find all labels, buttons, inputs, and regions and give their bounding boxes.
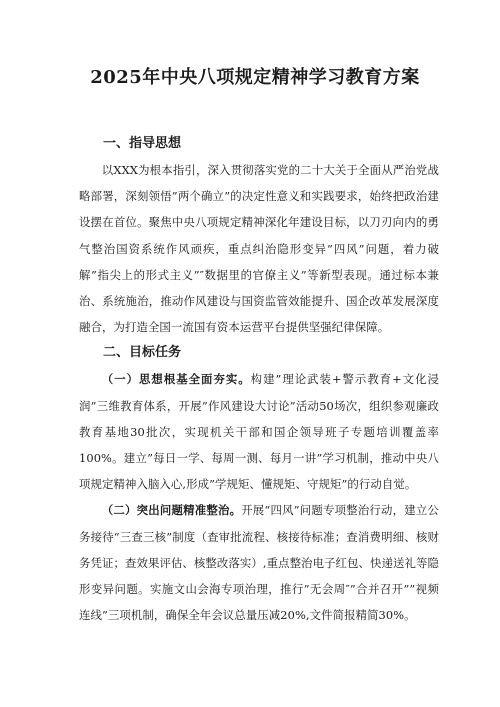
paragraph-text: 构建”理论武装+警示教育+文化浸润”三维教育体系，开展”作风建设大讨论”活动50场次，组织参观廉政教育基地30批次，实现机关干部和国企领导班子专题培训覆盖率100%。建立”每日一学、每周一测、每月一讲”学习机制，推动中央八项规定精神入脑入心,形成”学规矩、懂规矩、守规矩”的行动自觉。: [79, 372, 439, 492]
document-title: 2025年中央八项规定精神学习教育方案: [90, 67, 420, 88]
paragraph-ideological-foundation: [79, 366, 439, 497]
paragraph-text: 开展“四风”问题专项整治行动，建立公务接待“三查三核”制度（查审批流程、核接待标准；查消费明细、核财务凭证；查效果评估、核整改落实）,重点整治电子红包、快递送礼等隐形变异问题。实施文山会海专项治理，推行”无会周″”合并召开””视频连线”三项机制，确保全年会议总量压减20%,文件简报精简30%。: [79, 503, 440, 623]
section-heading-goals-tasks: 二、目标任务: [103, 345, 182, 361]
paragraph-lead: （二）突出问题精准整治。: [101, 503, 242, 518]
paragraph-lead: （一）思想根基全面夯实。: [101, 372, 251, 387]
paragraph-guiding-ideology: [79, 157, 439, 340]
paragraph-text: 以XXX为根本指引，深入贯彻落实党的二十大关于全面从严治党战略部署，深刻领悟”两个确立”的决定性意义和实践要求，始终把政治建设摆在首位。聚焦中央八项规定精神深化年建设目标，以刀刃向内的勇气整治国资系统作风顽疾，重点纠治隐形变异”四风”问题，着力破解”指尖上的形式主义”″数据里的官僚主义”等新型表现。通过标本兼治、系统施治，推动作风建设与国资监管效能提升、国企改革发展深度融合，为打造全国一流国有资本运营平台提供坚强纪律保障。: [79, 163, 439, 335]
paragraph-problem-rectification: [79, 497, 439, 628]
section-heading-guiding-ideology: 一、指导思想: [103, 136, 182, 151]
